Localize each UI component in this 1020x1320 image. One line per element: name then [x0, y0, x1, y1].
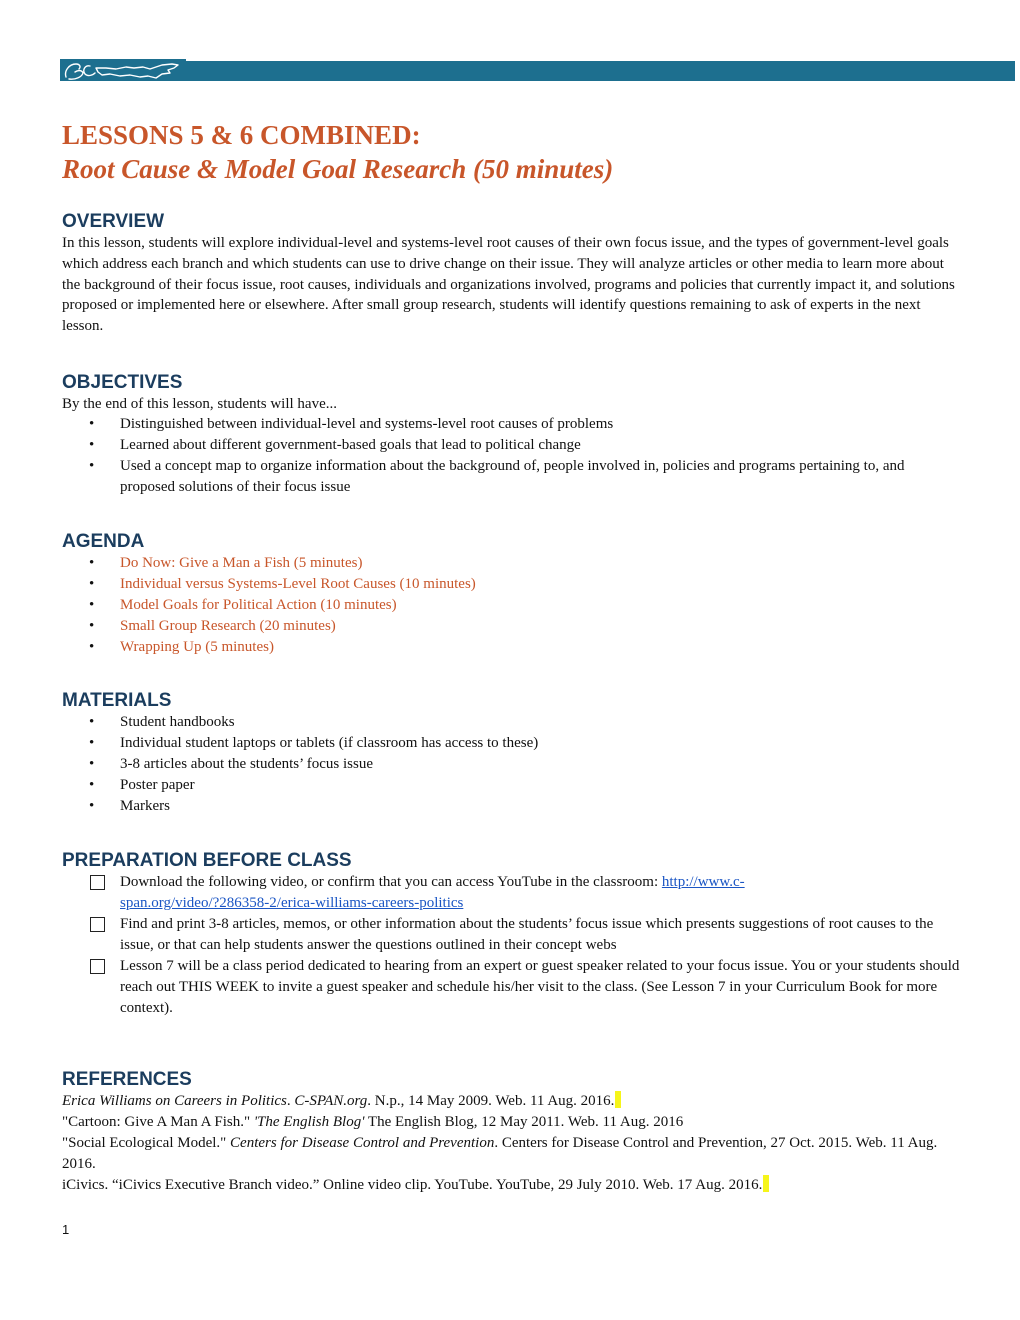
reference-item: Erica Williams on Careers in Politics. C-SPAN.org. N.p., 14 May 2009. Web. 11 Aug. 2016. [62, 1091, 972, 1112]
materials-section [62, 690, 962, 817]
objectives-heading: OBJECTIVES [62, 372, 183, 393]
preparation-item: Find and print 3-8 articles, memos, or other information about the students’ focus issue which presents suggestions of root causes to the issue, or that can help students answer the questions outlined in their concept webs [62, 914, 962, 956]
objective-item: • Learned about different government-based goals that lead to political change [62, 435, 962, 456]
page-title [62, 118, 613, 186]
preparation-section [62, 850, 962, 1019]
agenda-section [62, 531, 962, 658]
references-section [62, 1069, 972, 1196]
reference-item: "Cartoon: Give A Man A Fish." 'The English Blog' The English Blog, 12 May 2011. Web. 11 Aug. 2016 [62, 1114, 684, 1130]
reference-item: "Social Ecological Model." Centers for Disease Control and Prevention. Centers for Disease Control and Prevention, 27 Oct. 2015. Web. 11 Aug. 2016. [62, 1135, 938, 1172]
highlight-mark [763, 1175, 769, 1192]
gc-usa-map-logo-icon [60, 56, 186, 84]
checkbox[interactable] [90, 875, 105, 890]
materials-item: • Individual student laptops or tablets (if classroom has access to these) [62, 733, 962, 754]
objective-item: • Distinguished between individual-level and systems-level root causes of problems [62, 414, 962, 435]
overview-body: In this lesson, students will explore individual-level and systems-level root causes of their own focus issue, and the types of government-level goals which address each branch and which students can use to drive change on their issue. They will analyze articles or other media to learn more about the background of their focus issue, root causes, individuals and organizations involved, programs and policies that currently impact it, and solutions proposed or implemented here or elsewhere. After small group research, students will identify questions remaining to ask of experts in the next lesson. [62, 235, 955, 335]
objective-item: • Used a concept map to organize information about the background of, people involved in, policies and programs pertaining to, and proposed solutions of their focus issue [62, 456, 962, 498]
header-band [60, 61, 1015, 81]
reference-item: iCivics. “iCivics Executive Branch video.” Online video clip. YouTube. YouTube, 29 July 2010. Web. 17 Aug. 2016. [62, 1175, 972, 1196]
agenda-item: • Wrapping Up (5 minutes) [62, 637, 962, 658]
agenda-item: • Do Now: Give a Man a Fish (5 minutes) [62, 553, 962, 574]
checkbox[interactable] [90, 959, 105, 974]
agenda-heading: AGENDA [62, 531, 145, 552]
preparation-item: Lesson 7 will be a class period dedicated to hearing from an expert or guest speaker related to your focus issue. You or your students should reach out THIS WEEK to invite a guest speaker and schedule his/her visit to the class. (See Lesson 7 in your Curriculum Book for more context). [62, 956, 962, 1019]
agenda-item: • Small Group Research (20 minutes) [62, 616, 962, 637]
preparation-heading: PREPARATION BEFORE CLASS [62, 850, 352, 871]
preparation-item: Download the following video, or confirm that you can access YouTube in the classroom: http://www.c- span.org/video/?286358-2/erica-williams-careers-politics [62, 872, 962, 914]
title-line-1: LESSONS 5 & 6 COMBINED: [62, 120, 421, 150]
checkbox[interactable] [90, 917, 105, 932]
agenda-item: • Individual versus Systems-Level Root Causes (10 minutes) [62, 574, 962, 595]
agenda-item: • Model Goals for Political Action (10 minutes) [62, 595, 962, 616]
overview-section [62, 211, 962, 337]
page-number: 1 [62, 1222, 70, 1237]
objectives-intro: By the end of this lesson, students will have... [62, 396, 337, 412]
materials-item: • Student handbooks [62, 712, 962, 733]
materials-item: • 3-8 articles about the students’ focus issue [62, 754, 962, 775]
materials-item: • Markers [62, 796, 962, 817]
title-line-2: Root Cause & Model Goal Research (50 minutes) [62, 154, 614, 184]
overview-heading: OVERVIEW [62, 211, 165, 232]
objectives-section [62, 372, 962, 498]
materials-heading: MATERIALS [62, 690, 172, 711]
references-heading: REFERENCES [62, 1069, 192, 1090]
materials-item: • Poster paper [62, 775, 962, 796]
video-link[interactable]: http://www.c- span.org/video/?286358-2/erica-williams-careers-politics [120, 874, 745, 911]
highlight-mark [615, 1091, 621, 1108]
